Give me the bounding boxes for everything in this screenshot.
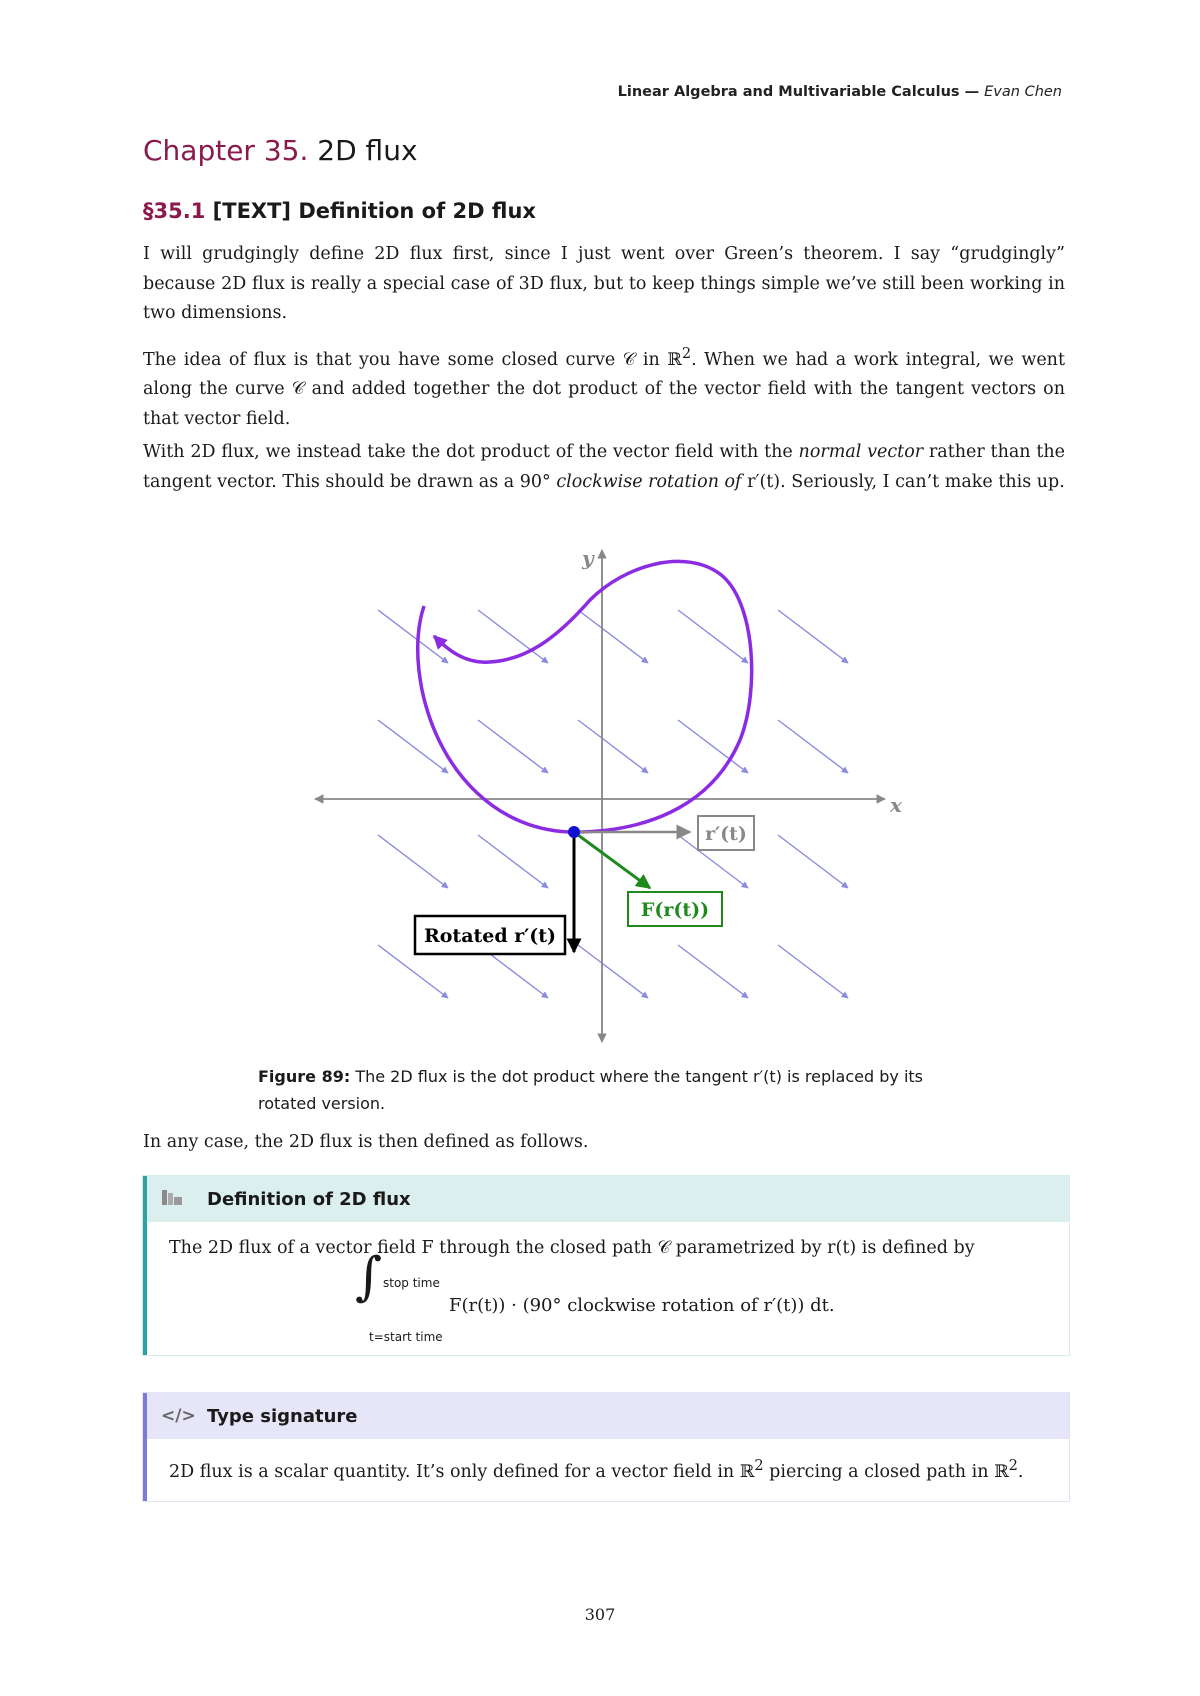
definition-body xyxy=(147,1222,1069,1355)
type-signature-body xyxy=(147,1439,1069,1501)
definition-text: The 2D flux of a vector field F through the closed path 𝒞 parametrized by r(t) is defined by xyxy=(169,1238,975,1258)
paragraph-3-em-normal: normal vector xyxy=(798,442,924,462)
type-signature-text-b: piercing a closed path in ℝ xyxy=(763,1461,1009,1482)
paragraph-3-b: rather than the tangent vector. This should be drawn as a 90° xyxy=(143,442,1065,492)
code-icon: </> xyxy=(161,1406,196,1426)
paragraph-2 xyxy=(143,339,1065,434)
figure-caption xyxy=(258,1063,958,1117)
field-label: F(r(t)) xyxy=(640,899,710,921)
running-header xyxy=(618,84,1062,100)
tangent-label: r′(t) xyxy=(705,823,747,845)
caption-label: Figure 89: xyxy=(258,1067,351,1086)
type-signature-header xyxy=(147,1393,1069,1439)
type-signature-box xyxy=(143,1393,1069,1501)
integral-lower-limit: t=start time xyxy=(369,1330,443,1344)
books-icon xyxy=(161,1188,187,1211)
flux-diagram xyxy=(300,540,910,1050)
section-number: §35.1 xyxy=(143,199,206,223)
type-signature-sup-2: 2 xyxy=(1008,1457,1018,1474)
field-arrow xyxy=(578,610,648,663)
field-arrow xyxy=(678,610,748,663)
author-name: Evan Chen xyxy=(984,84,1062,100)
x-axis-label: x xyxy=(890,793,902,817)
page-number: 307 xyxy=(584,1605,616,1624)
chapter-number: Chapter 35. xyxy=(143,134,309,167)
paragraph-3 xyxy=(143,438,1065,497)
definition-box xyxy=(143,1176,1069,1355)
field-vector xyxy=(574,832,650,888)
chapter-name: 2D flux xyxy=(317,134,418,167)
field-arrow xyxy=(578,720,648,773)
field-arrow xyxy=(778,945,848,998)
closed-curve xyxy=(434,561,752,832)
paragraph-2-a: The idea of flux is that you have some closed curve 𝒞 in ℝ xyxy=(143,349,682,370)
field-arrow xyxy=(378,835,448,888)
field-arrow xyxy=(378,610,448,663)
paragraph-4: In any case, the 2D flux is then defined as follows. xyxy=(143,1132,589,1152)
field-arrow xyxy=(778,610,848,663)
type-signature-text-c: . xyxy=(1017,1461,1024,1482)
field-arrow xyxy=(778,835,848,888)
book-title: Linear Algebra and Multivariable Calculus xyxy=(617,84,960,100)
y-axis-label: y xyxy=(582,546,594,570)
rotated-label: Rotated r′(t) xyxy=(423,925,557,947)
integral-upper-limit: stop time xyxy=(383,1276,440,1290)
field-arrow xyxy=(478,720,548,773)
definition-header xyxy=(147,1176,1069,1222)
section-title xyxy=(143,199,536,223)
caption-text: The 2D flux is the dot product where the tangent r′(t) is replaced by its rotated version. xyxy=(258,1067,924,1113)
section-name: [TEXT] Definition of 2D flux xyxy=(212,199,536,223)
paragraph-3-a: With 2D flux, we instead take the dot product of the vector field with the xyxy=(143,442,799,462)
integrand: F(r(t)) · (90° clockwise rotation of r′(t)) dt. xyxy=(449,1295,835,1316)
curve-point xyxy=(568,826,580,838)
paragraph-3-em-rotation: clockwise rotation of xyxy=(556,471,742,492)
header-separator: — xyxy=(959,84,985,100)
type-signature-sup-1: 2 xyxy=(754,1457,764,1474)
paragraph-3-c: r′(t). Seriously, I can’t make this up. xyxy=(741,471,1065,492)
type-signature-text-a: 2D flux is a scalar quantity. It’s only defined for a vector field in ℝ xyxy=(169,1461,755,1482)
field-arrow xyxy=(478,835,548,888)
paragraph-1: I will grudgingly define 2D flux first, since I just went over Green’s theorem. I say “grudgingly” because 2D flux is really a special case of 3D flux, but to keep things simple we’ve still been working in two dimensions. xyxy=(143,244,1065,323)
field-arrow xyxy=(778,720,848,773)
chapter-title xyxy=(143,134,418,167)
paragraph-2-sup: 2 xyxy=(681,345,692,362)
integral-sign: ∫ xyxy=(355,1247,383,1307)
definition-heading: Definition of 2D flux xyxy=(207,1188,411,1210)
flux-figure xyxy=(300,540,910,1050)
type-signature-heading: Type signature xyxy=(207,1405,358,1427)
field-arrow xyxy=(578,945,648,998)
field-arrow xyxy=(378,720,448,773)
field-arrow xyxy=(478,610,548,663)
field-arrow xyxy=(678,945,748,998)
paragraph-2-b: . When we had a work integral, we went along the curve 𝒞 and added together the dot product of the vector field with the tangent vectors on that vector field. xyxy=(143,349,1065,429)
